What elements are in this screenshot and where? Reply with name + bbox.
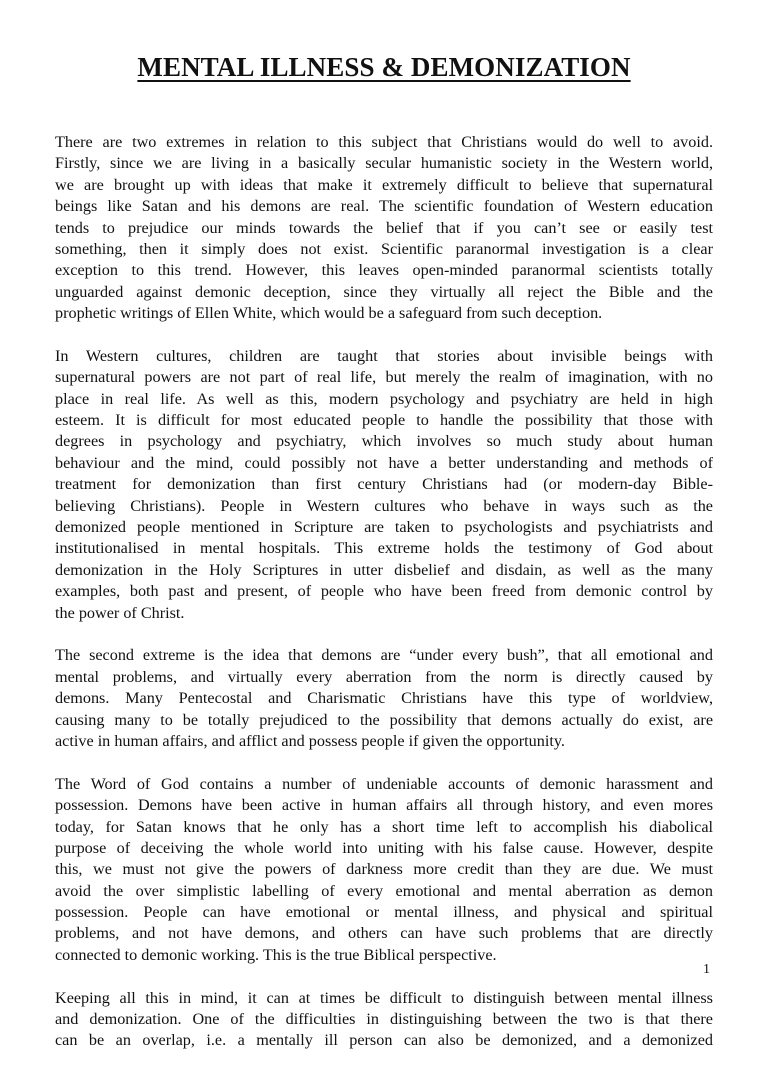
- text-line: something, then it simply does not exist. Scientific paranormal investigation is a clear: [55, 239, 713, 258]
- text-line: avoid the over simplistic labelling of every emotional and mental aberration as demon: [55, 881, 713, 900]
- text-line: we are brought up with ideas that make it extremely difficult to believe that supernatural: [55, 175, 713, 194]
- text-line: treatment for demonization than first century Christians had (or modern-day Bible-: [55, 475, 713, 494]
- text-line: connected to demonic working. This is the true Biblical perspective.: [55, 945, 497, 964]
- text-line: The Word of God contains a number of undeniable accounts of demonic harassment and: [55, 774, 713, 793]
- paragraph: [55, 988, 713, 1052]
- text-line: degrees in psychology and psychiatry, which involves so much study about human: [55, 432, 713, 451]
- page-number: 1: [703, 962, 710, 977]
- text-line: place in real life. As well as this, modern psychology and psychiatry are held in high: [55, 389, 713, 408]
- text-line: supernatural powers are not part of real life, but merely the realm of imagination, with no: [55, 368, 713, 387]
- text-line: demons. Many Pentecostal and Charismatic Christians have this type of worldview,: [55, 689, 713, 708]
- text-line: unguarded against demonic deception, since they virtually all reject the Bible and the: [55, 282, 713, 301]
- paragraph: [55, 346, 713, 624]
- text-line: problems, and not have demons, and others can have such problems that are directly: [55, 924, 713, 943]
- paragraph: [55, 132, 713, 325]
- text-line: the power of Christ.: [55, 603, 185, 622]
- text-line: believing Christians). People in Western cultures who behave in ways such as the: [55, 496, 713, 515]
- text-line: mental problems, and virtually every aberration from the norm is directly caused by: [55, 667, 713, 686]
- text-line: beings like Satan and his demons are real. The scientific foundation of Western education: [55, 197, 713, 216]
- text-line: demonization in the Holy Scriptures in utter disbelief and disdain, as well as the many: [55, 560, 713, 579]
- text-line: In Western cultures, children are taught that stories about invisible beings with: [55, 346, 713, 365]
- document-body: [55, 132, 713, 1073]
- text-line: institutionalised in mental hospitals. This extreme holds the testimony of God about: [55, 539, 713, 558]
- paragraph: [55, 774, 713, 967]
- text-line: There are two extremes in relation to this subject that Christians would do well to avoid.: [55, 133, 713, 151]
- text-line: today, for Satan knows that he only has a short time left to accomplish his diabolical: [55, 817, 713, 836]
- paragraph: [55, 645, 713, 752]
- text-line: The second extreme is the idea that demons are “under every bush”, that all emotional and: [55, 646, 713, 665]
- text-line: possession. Demons have been active in human affairs all through history, and even mores: [55, 796, 713, 815]
- text-line: Keeping all this in mind, it can at times be difficult to distinguish between mental illness: [55, 988, 713, 1007]
- text-line: this, we must not give the powers of darkness more credit than they are due. We must: [55, 860, 713, 879]
- text-line: Firstly, since we are living in a basically secular humanistic society in the Western world,: [55, 154, 713, 173]
- text-line: can be an overlap, i.e. a mentally ill person can also be demonized, and a demonized: [55, 1031, 713, 1050]
- document-title: MENTAL ILLNESS & DEMONIZATION: [137, 52, 631, 82]
- text-line: and demonization. One of the difficulties in distinguishing between the two is that there: [55, 1010, 713, 1029]
- text-line: examples, both past and present, of people who have been freed from demonic control by: [55, 582, 713, 601]
- text-line: behaviour and the mind, could possibly not have a better understanding and methods of: [55, 453, 713, 472]
- text-line: causing many to be totally prejudiced to the possibility that demons actually do exist, are: [55, 710, 713, 729]
- text-line: tends to prejudice our minds towards the belief that if you can’t see or easily test: [55, 218, 713, 237]
- text-line: prophetic writings of Ellen White, which would be a safeguard from such deception.: [55, 304, 603, 323]
- text-line: purpose of deceiving the whole world into uniting with his false cause. However, despite: [55, 838, 713, 857]
- text-line: esteem. It is difficult for most educated people to handle the possibility that those with: [55, 411, 713, 430]
- text-line: possession. People can have emotional or mental illness, and physical and spiritual: [55, 903, 713, 922]
- text-line: exception to this trend. However, this leaves open-minded paranormal scientists totally: [55, 261, 713, 280]
- text-line: active in human affairs, and afflict and possess people if given the opportunity.: [55, 731, 565, 750]
- text-line: demonized people mentioned in Scripture are taken to psychologists and psychiatrists and: [55, 518, 713, 537]
